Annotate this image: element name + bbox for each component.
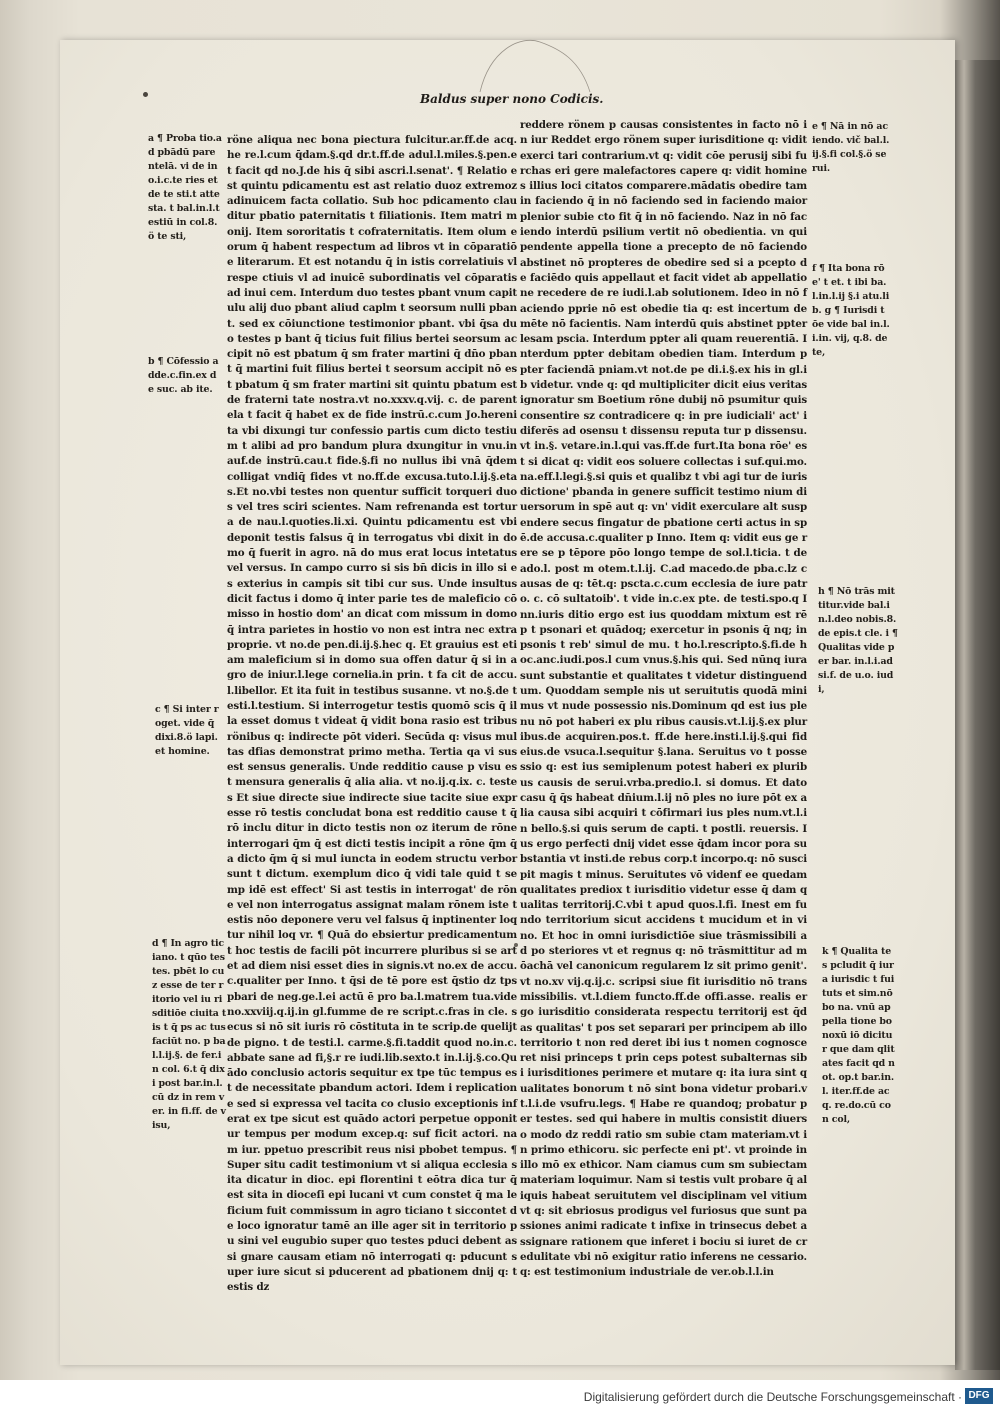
marginal-gloss: a ¶ Proba tio.ad pbādū parentelā. vi de ino.i.c.te ries et de te sti.t attesta. t bal.in.l.testiū in col.8.ö te sti, [148,133,222,242]
marginal-gloss: h ¶ Nō trās mittitur.vide bal.in.l.deo nobis.8.de epis.t cle. i ¶ Qualitas vide per bar. in.l.i.ad si.f. de u.o. iudi, [818,586,898,695]
text-column-left: röne aliqua nec bona piectura fulcitur.ar.ff.de acq. he re.l.cum q̄dam.§.qd dr.t.ff.de adul.l.miles.§.pen.et facit qd no.J.de his q̄ sibi ascri.l.senat'. ¶ Relatio est quintu pdicamentu est ast relatio duoz extremoz adinuicem facta collatio. Sub hoc pdicamento clau ditur pbatio paternitatis t filiationis. Item matri monij. Item sororitatis t cofraternitatis. Item olum eorum q̄ habent respectum ad libros vt in cōparatiōe literarum. Et est notandu q̄ in istis correlatiuis vl respe ctiuis vl ad inuicē subordinatis vel cōparatis ad inui cem. Interdum duo testes pbant vnum capitulu alij duo pbant aliud caplm t seorsum nulli pbant. sed ex cōiunctione testimonior pbant. vbi q̄sa duo testes p bant q̄ ticius fuit filius bertei seorsum accipit nō est pbatum q̄ sm frater martini q̄ dn̄o pbant q̄ martini fuit filius bertei t seorsum accipit nō est pbatum q̄ sm frater martini sit quintu pbatum est de fraterni tate nostra.vt no.xxxv.q.vij. c. de parentela t facit q̄ habet ex de fide instrū.c.cum Jo.herenita vbi dixungi tur confessio partis cum dicto testium t alibi ad pro bandum plura dxungitur in vnu.in auf.de instrū.cau.t fide.§.fi no nullus ibi vnā q̄dem colligat vndiq̄ fides vt no.ff.de excusa.tuto.l.ij.§.etas.Et no.vbi testes non quentur sufficit torqueri duos vel tres sciri scientes. Nam refrenanda est tortura de nau.l.quoties.li.xi. Quintu pdicamentu est vbi deponit testis falsus q̄ in terrogatus vbi dixit in domo q̄ fuerit in agro. nā do mus erat locus intetatus vel versus. In campo curro si sis bn̄ dicis in illo si es exterius in campis sit tibi cur sus. Unde insultus dicit factus i domo q̄ inter parie tes de maleficio cōmisso in hostio dom' an dicat com missum in domo q̄ intra parietes in hostio vo non est intra nec extra proprie. vt no.de pen.di.ij.§.hec q. Et grauius est etiam maleficium si in domo sua offen datur q̄ si in agro de iniur.l.lege cornelia.in prin. t fa cit de accu.l.libellor. Et ita fuit in testibus susanne. vt no.§.de testi.l.testium. Si interrogetur testis quomō scis q̄ illa esset domus t videat q̄ vidit bona rasio est tribus rönibus q: indirecte pōt videri. Secūda q: visus multas dfias demonstrat primo metha. Tertia qa vi sus est sensus generalis. Unde redditio cause p visu est mensura generalis q̄ alia alia. vt no.ij.q.ix. c. testes Et siue directe siue indirecte siue tacite siue expresse rō testis concludat bona est redditio cause t q̄ rō inclu ditur in dicto testis non oz iterum de rōne interrogari q̄m q̄ est dicti testis incipit a rōne q̄m q̄ a dicto q̄m q̄ si mul iuncta in eodem structu verbor sunt t dictum. exemplum dico q̄ vidi tale quid t semp idē est effect' Si ast testis in interrogat' de rōne vel non interrogatus assignat malam rōnem iste testis nōo deponere veru vel falsus q̄ inptinenter loqtur nihil loq vr. ¶ Quā do ebsiertur predicamentum t hoc testis de facili pōt incurrere pluribus si se artet ad diem nisi esset dies in signis.vt no.ex de accu.c.qualiter per Inno. t q̄si de tē pore est q̄stio dz tps pbari de neg.ge.l.ei actū ē pro ba.l.matrem tua.vide no.xxviij.q.ij.in gl.fumme de re script.c.fras in cle. secus si nō sit iuris rō cōstituta in te scrip.de quelijt de pigno. t de testi.l. carme.§.fi.taddit quod no.in.c.abbate sane ad fi,§.r re iudi.lib.sexto.t in.l.ij.§.co.Quādo conclusio actoris sequitur ex tpe tūc tempus est de necessitate pbandum actori. Idem i replicatione sed si expressa vel tacita co clusio exceptionis inferat ex tpe sicut est quādo actori perpetue opponitur tempus per modum excep.q: suf ficit actori. nam iur. ppetuo prescribit reus nisi pbobet tempus. ¶ Super situ cadit testimonium vt si aliqua ecclesia sita dicatur in dioc. epi florentini t eōtra dica tur q̄ est sita in dioceſi epi lucani vt cum constet q̄ ma leficium fuit commissum in agro ticiano t siccontet de loco ignoratur tamē an ille ager sit in territorio pu sini vel eugubio super quo testes pduci debent assi gnare causam etiam nō interrogati q: pducunt super iure sicut si pducerent ad pbationem dnij q: testis dz [227,134,517,1294]
running-head: Baldus super nono Codicis. [420,92,604,106]
ink-dot [143,92,148,97]
pencil-mark [470,30,600,100]
marginal-gloss: b ¶ Cōfessio adde.c.fin.ex de suc. ab ite. [148,356,219,395]
marginal-gloss: e ¶ Nā in nō aciendo. vič bal.l.ij.§.fi col.§.ö serui. [812,121,890,174]
digitization-credit: Digitalisierung gefördert durch die Deutsche Forschungsgemeinschaft · [583,1390,962,1404]
text-column-right: reddere rönem p causas consistentes in facto nō in iur Reddet ergo rönem super iurisditione q: vidit exerci tari contrarium.vt q: vidit cōe perusij sibi furchas eri gere malefactores capere q: vidit homines illius loci citatos comparere.mādatis obedire tam in faciendo q̄ in nō faciendo sed in faciendo maior plenior subie cto fit q̄ in nō faciendo. Naz in nō faciendo interdū psilium vertit nō obedientia. vn qui pendente appella tione a precepto de nō faciendo abstinet nō propteres de obedire sed si a pcepto de faciēdo quis appellaut et facit videt ab appellatione recedere de re iudi.l.ab solutionem. Ideo in nō faciendo pprie nō est obedie tia q: est incertum de mēte nō facientis. Nam interdū quis abstinet ppter lesam pscia. Interdum ppter ali quam reuerentiā. Interdum ppter debitam obedien tiam. Interdum ppter faciendā pniam.vt not.de pe di.i.§.ex his in gl.ib videtur. vnde q: qd multipliciter dicit eius veritas ignoratur sm Boetium rōne dubij nō psumitur quis consentire sz contradicere q: in pre iudiciali' act' idiferēs ad osensu t dissensu reputa tur p dissensu.vt in.§. vetare.in.l.qui vas.ff.de furt.Ita bona rōe' est si dicat q: vidit eos soluere collectas i suf.qui.mo.na.eff.l.legi.§.si quis et qualibz t vbi agi tur de iurisdictione' pbanda in genere sufficit testimo nium diuersorum in spē aut q: vn' vidit exerculare alt suspendere secus fingatur de pbatione certi actus in spē.de accusa.c.qualiter p Inno. Item q: vidit eus ge rere se p tēpore pōo longo tempe de sol.l.ticia. t de ado.l. post m otem.t.l.ij. C.ad macedo.de pba.c.lz causas de q: tēt.q: pscta.c.cum ecclesia de iure patro. c. cō sultatoib'. t vide in.c.ex pte. de testi.spo.q Inn.iuris ditio ergo est ius quoddam mixtum est rēp t psonari et quādoq; exercetur in psonis q̄ nq; in psonis t reb' simul de mu. t ho.l.rescripto.§.fi.de hoc.anc.iudi.pos.l cum vnus.§.his qui. Sed nūnq iura sunt substantie et qualitates t videtur distinguendum. Quoddam semple nis ut seruitutis quodā minimus vt nude possessio nis.Dominum qd est ius plenu nō pot haberi ex plu ribus causis.vt.l.ij.§.ex pluribus.de acquiren.pos.t. ff.de here.insti.l.ij.§.qui fideius.de vsuca.l.sequitur §.lana. Seruitus vo t possessio q: est ius semiplenum potest haberi ex pluribus causis de serui.vrba.predio.l. si domus. Et dato casu q̄ q̄s habeat dn̄ium.l.ij nō ples no iure pōt ex alia causa sibi acquiri t cōfirmari ius ples num.vt.l.in bello.§.si quis serum de capti. t postli. reuersis. Ius ergo perfecti dnij videt esse q̄dam incor pora substantia vt insti.de rebus corp.t incorpo.q: nō suscipit magis t minus. Seruitutes vō videnf ee quedam qualitates prediox t iurisditio videtur esse q̄ dam qualitas territorij.C.vbi t apud quos.l.fi. Inest em fundo territorium sicut accidens t mucidum et in vi no. Et hoc in omni iurisdictiōe siue trāsmissibili ad po steriores vt et regnus q: nō trāsmittitur ad mōachā vel canonicum regularem lz sit primo genit'.vt no.xv vij.q.ij.c. scripsi siue fit iurisditio nō transmissibilis. vt.l.diem functo.ff.de offi.asse. realis ergo iurisditio considerata respectu territorij est q̄das qualitas' t pos set separari per principem ab illo territorio t non red deret ibi ius t nomen cognosceret nisi princeps t prin ceps potest subalternas sibi iurisditiones perimere et mutare q: ita iura sint qualitates bonorum t nō sint bona videtur probari.vt.l.i.de vsufru.legs. ¶ Habe re quandoq; probatur per testes. sed qui habere in multis consistit diuerso modo dz reddi ratio sm subie ctam materiam.vt in primo ethicoru. sic perfecte eni pt'. vt proinde in illo mō ex ethicor. Nam ciamus cum sm subiectam materiam loquimur. Nam si testis vult probare q̄ aliquis habeat seruitutem vel disciplinam vel vitium vt q: sit ebriosus prodigus vel furiosus que sunt passiones animi radicate t infixe in trinsecus debet assignare rationem que inferet i bociu si iuret de credulitate vbi nō exigitur ratio inferens ne cessario.q: est testimonium industriale de ver.ob.l.l.in [520,119,807,1279]
marginal-gloss: k ¶ Qualita tes pcludit q̄ iura iurisdic t fuituts et sim.nō bo na. vnū appella tione bonoxū iō dicitur que dam qlitates facit qd not. op.t bar.in.l. iter.ff.de acq. re.do.cū con col, [822,946,895,1125]
marginal-gloss: d ¶ In agro ticiano. t qūo testes. pbēt lo cuz esse de ter ritorio vel iu risditiōe ciuita tis t q̄ ps ac tus faciūt no. p bal.l.ij.§. de fer.in col. 6.t q̄ dixi post bar.in.l.cū dz in rem ver. in fi.ff. de visu, [152,938,227,1131]
marginal-gloss: f ¶ Ita bona rōe' t et. t ibi ba.l.in.l.ij §.i atu.lib. g ¶ Iurisdi tōe vide bal in.l.i.in. vij, q.8. de te, [812,263,890,358]
dfg-logo: DFG [965,1388,993,1404]
page-edge [955,60,1000,1370]
marginal-gloss: c ¶ Si inter roget. vide q̄ dixi.8.ö lapi. et homine. [155,704,219,757]
